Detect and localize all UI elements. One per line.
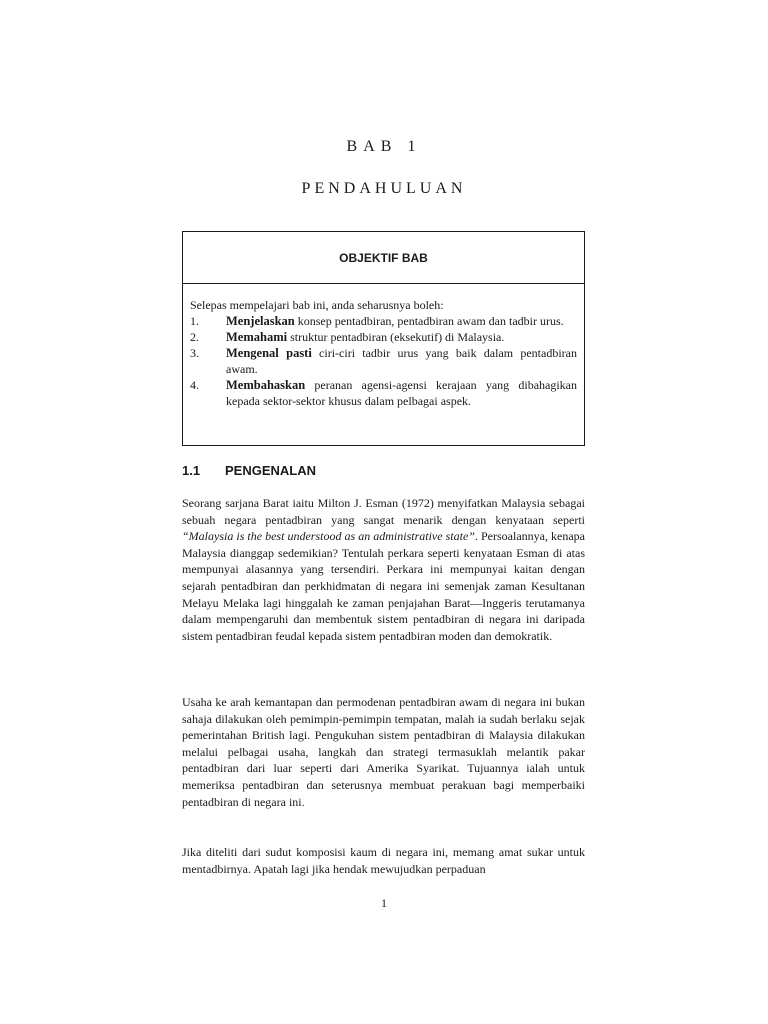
section-number: 1.1 — [182, 463, 201, 478]
objective-description: peranan agensi-agensi kerajaan yang dibahagikan kepada sektor-sektor khusus dalam pelbagai aspek. — [226, 378, 577, 408]
objective-description: konsep pentadbiran, pentadbiran awam dan tadbir urus. — [294, 314, 564, 328]
objective-keyword: Memahami — [226, 330, 288, 344]
objectives-body — [183, 284, 584, 409]
objective-text — [226, 345, 577, 377]
objective-keyword: Menjelaskan — [226, 314, 295, 328]
objective-description: struktur pentadbiran (eksekutif) di Malaysia. — [287, 330, 505, 344]
page-number: 1 — [381, 896, 387, 910]
objective-description: ciri-ciri tadbir urus yang baik dalam pentadbiran awam. — [226, 346, 577, 376]
objective-number: 2. — [190, 330, 199, 344]
objectives-heading: OBJEKTIF BAB — [183, 232, 584, 284]
paragraph: Usaha ke arah kemantapan dan permodenan pentadbiran awam di negara ini bukan sahaja dilakukan oleh pemimpin-pemimpin tempatan, malah ia sudah berlaku sejak pemerintahan British lagi. Pengukuhan sistem pentadbiran di Malaysia dilakukan melalui pelbagai usaha, langkah dan strategi termasuklah melantik pakar pentadbiran dari luar seperti dari Amerika Syarikat. Tujuannya ialah untuk memeriksa pentadbiran dan seterusnya membuat perakuan bagi memperbaiki pentadbiran di negara ini. — [182, 695, 585, 809]
objectives-box — [182, 231, 585, 446]
objective-keyword: Membahaskan — [226, 378, 306, 392]
objective-number: 4. — [190, 378, 199, 392]
objective-number: 3. — [190, 346, 199, 360]
objective-text — [226, 329, 577, 345]
paragraph-text: Seorang sarjana Barat iaitu Milton J. Esman (1972) menyifatkan Malaysia sebagai sebuah negara pentadbiran yang sangat menarik dengan kenyataan seperti — [182, 496, 585, 527]
objective-item — [190, 313, 577, 329]
paragraph-text: . Persoalannya, kenapa Malaysia dianggap sedemikian? Tentulah perkara seperti kenyataan Esman di atas mempunyai alasannya yang tersendiri. Perkara ini mempunyai kaitan dengan sejarah pentadbiran dan perkhidmatan di negara ini semenjak zaman Kesultanan Melayu Melaka lagi hinggalah ke zaman penjajahan Barat—Inggeris terutamanya dalam mempengaruhi dan membentuk sistem pentadbiran di negara ini daripada sistem pentadbiran feudal kepada sistem pentadbiran moden dan demokratik. — [182, 529, 585, 643]
paragraph — [182, 495, 585, 644]
objective-number: 1. — [190, 314, 199, 328]
objective-keyword: Mengenal pasti — [226, 346, 312, 360]
objective-item — [190, 329, 577, 345]
objectives-list — [190, 313, 577, 409]
objective-text — [226, 313, 577, 329]
objective-item — [190, 377, 577, 409]
quote-text: “Malaysia is the best understood as an administrative state” — [182, 529, 475, 544]
section-title: PENGENALAN — [225, 463, 317, 478]
objective-item — [190, 345, 577, 377]
objectives-intro: Selepas mempelajari bab ini, anda seharusnya boleh: — [190, 298, 444, 312]
section-heading — [182, 463, 316, 478]
chapter-title: PENDAHULUAN — [301, 180, 467, 197]
chapter-number: BAB 1 — [346, 138, 422, 155]
paragraph: Jika diteliti dari sudut komposisi kaum di negara ini, memang amat sukar untuk mentadbirnya. Apatah lagi jika hendak mewujudkan perpaduan — [182, 845, 585, 876]
objective-text — [226, 377, 577, 409]
